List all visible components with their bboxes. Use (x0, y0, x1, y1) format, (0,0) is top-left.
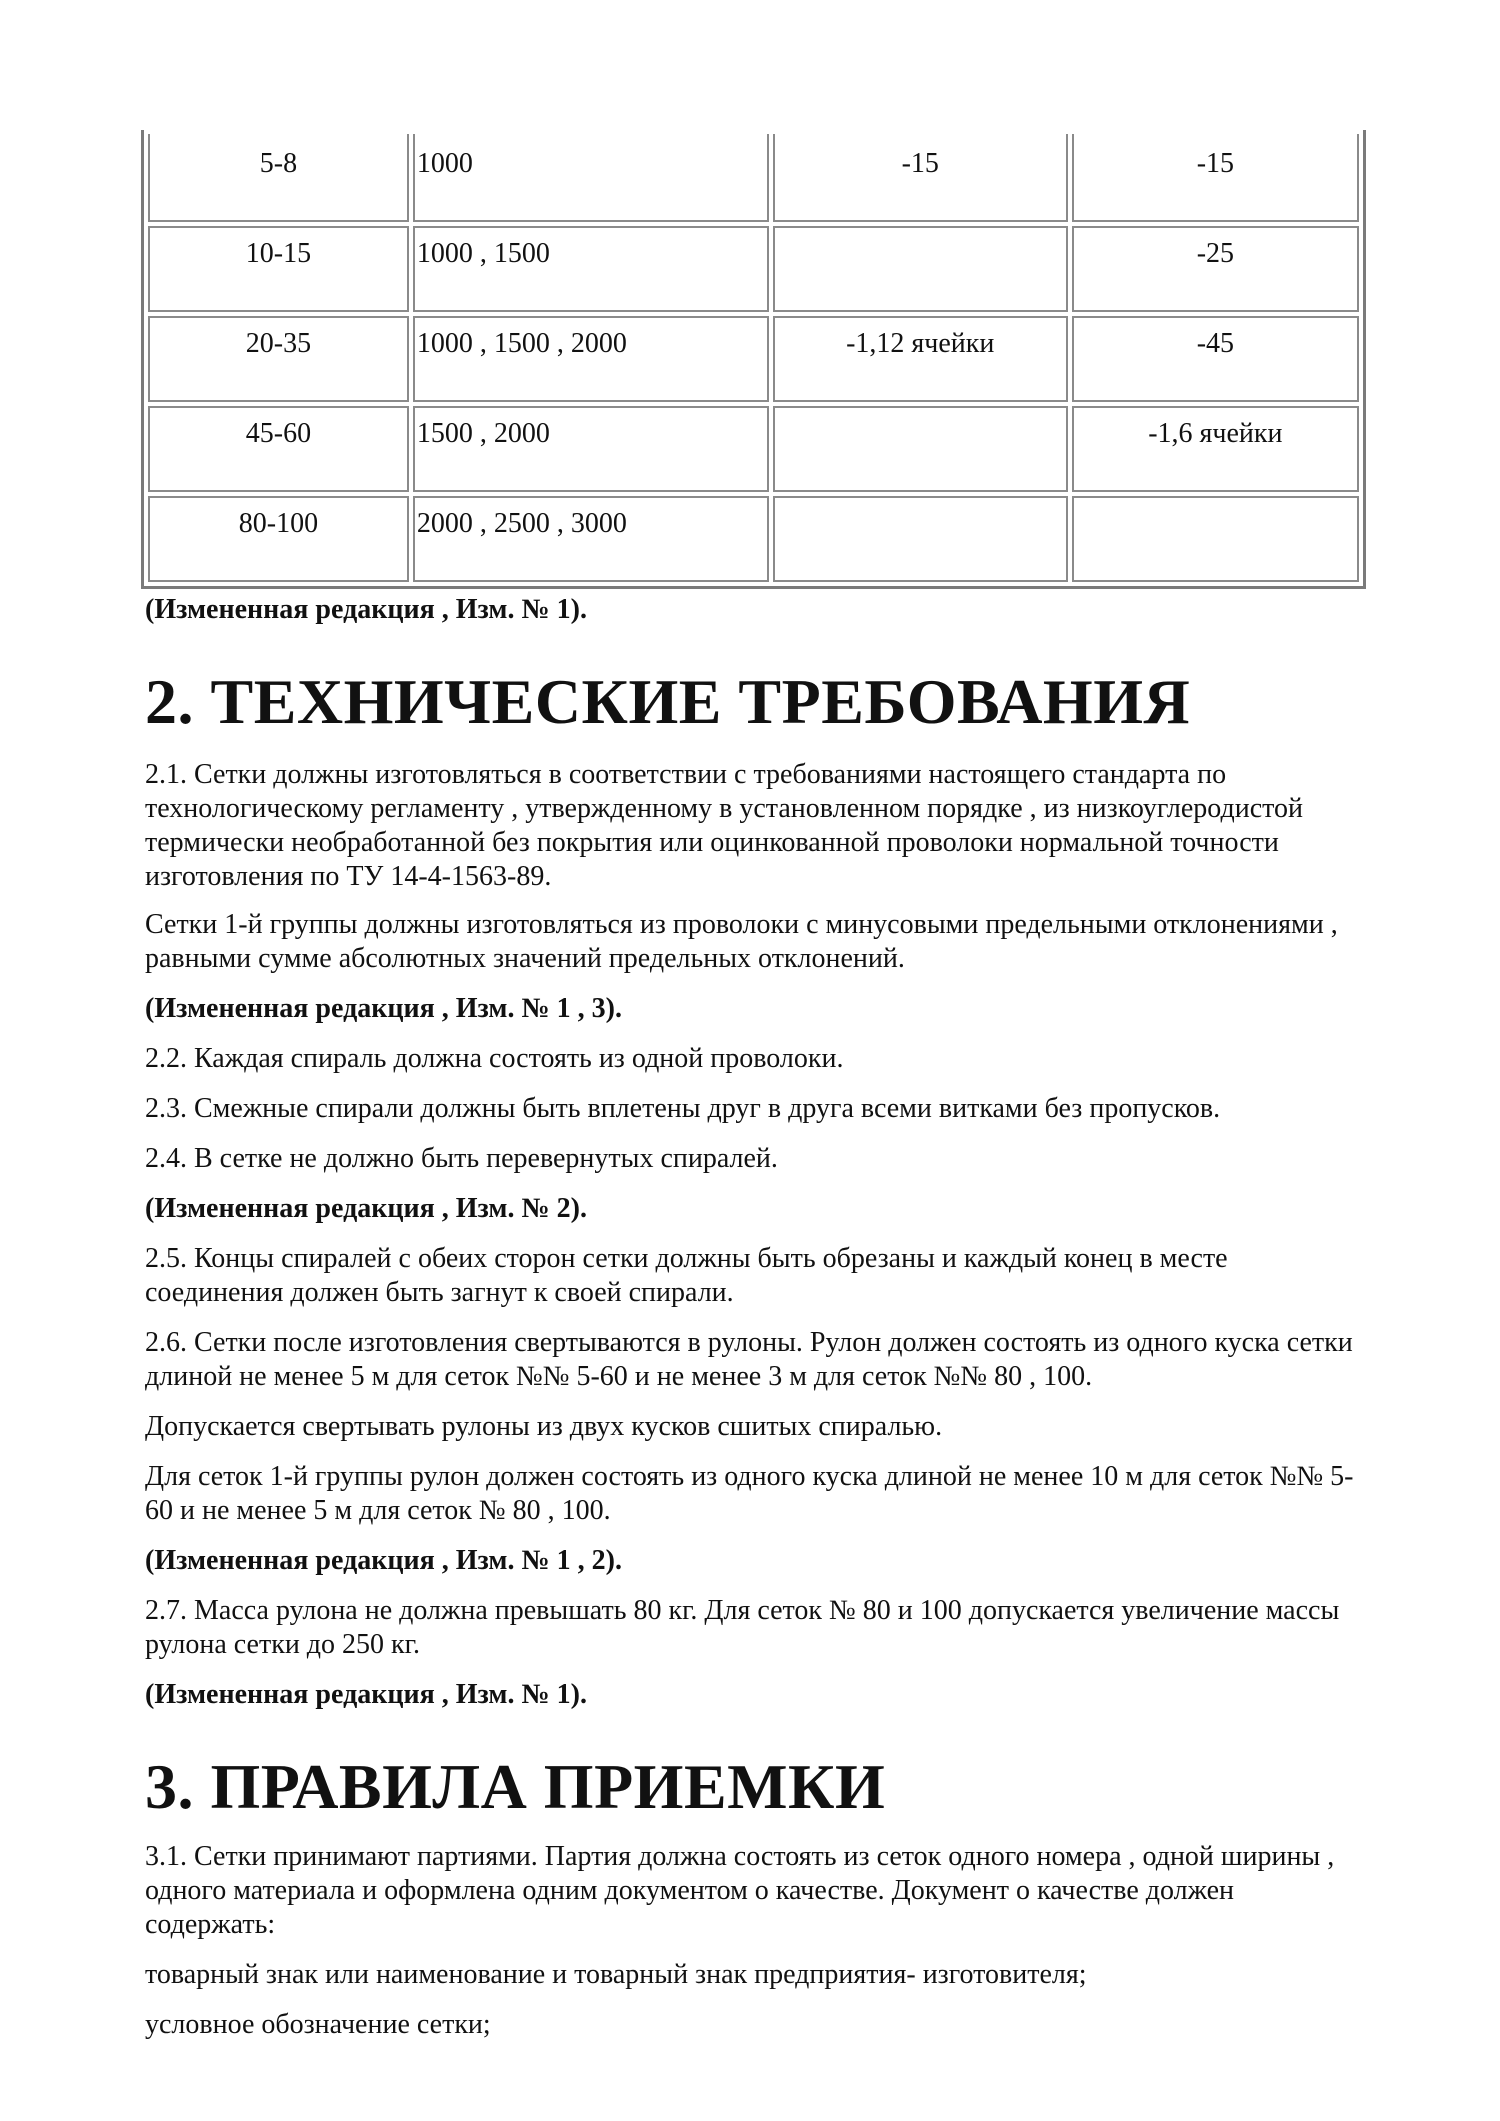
width-cell: 1000 , 1500 , 2000 (413, 316, 769, 402)
deviation-group2-cell: -15 (1072, 134, 1359, 222)
sizes-table-body (148, 134, 1359, 582)
deviation-group1-cell (773, 496, 1068, 582)
paragraph-3-1-designation: условное обозначение сетки; (145, 2009, 491, 2040)
paragraph-2-6-group1: Для сеток 1-й группы рулон должен состоять из одного куска длиной не менее 10 м для сеток №№ 5-60 и не менее 5 м для сеток № 80 , 100. (145, 1461, 1354, 1526)
paragraph-2-6-two-pieces: Допускается свертывать рулоны из двух кусков сшитых спиралью. (145, 1411, 943, 1442)
table-row (148, 496, 1359, 582)
mesh-number-cell: 5-8 (148, 134, 409, 222)
paragraph-2-2: 2.2. Каждая спираль должна состоять из одной проволоки. (145, 1043, 844, 1074)
paragraph-3-1-trademark: товарный знак или наименование и товарный знак предприятия- изготовителя; (145, 1959, 1087, 1990)
mesh-number-cell: 45-60 (148, 406, 409, 492)
paragraph-2-3: 2.3. Смежные спирали должны быть вплетены друг в друга всеми витками без пропусков. (145, 1093, 1221, 1124)
section-3-heading: 3. ПРАВИЛА ПРИЕМКИ (145, 1751, 886, 1822)
deviation-group2-cell (1072, 496, 1359, 582)
width-cell: 2000 , 2500 , 3000 (413, 496, 769, 582)
table-row (148, 406, 1359, 492)
paragraph-2-6: 2.6. Сетки после изготовления свертываются в рулоны. Рулон должен состоять из одного куска сетки длиной не менее 5 м для сеток №№ 5-60 и не менее 3 м для сеток №№ 80 , 100. (145, 1327, 1353, 1392)
paragraph-2-4: 2.4. В сетке не должно быть перевернутых спиралей. (145, 1143, 778, 1174)
paragraph-3-1: 3.1. Сетки принимают партиями. Партия должна состоять из сеток одного номера , одной ширины , одного материала и оформлена одним документом о качестве. Документ о качестве должен содержать: (145, 1841, 1335, 1940)
revision-note-1: (Измененная редакция , Изм. № 1). (145, 1679, 587, 1710)
deviation-group2-cell: -1,6 ячейки (1072, 406, 1359, 492)
width-cell: 1500 , 2000 (413, 406, 769, 492)
paragraph-2-5: 2.5. Концы спиралей с обеих сторон сетки должны быть обрезаны и каждый конец в месте соединения должен быть загнут к своей спирали. (145, 1243, 1228, 1308)
table-row (148, 134, 1359, 222)
paragraph-2-7: 2.7. Масса рулона не должна превышать 80 кг. Для сеток № 80 и 100 допускается увеличение массы рулона сетки до 250 кг. (145, 1595, 1340, 1660)
deviation-group2-cell: -25 (1072, 226, 1359, 312)
mesh-number-cell: 10-15 (148, 226, 409, 312)
revision-note-1-3: (Измененная редакция , Изм. № 1 , 3). (145, 993, 622, 1024)
table-row (148, 316, 1359, 402)
paragraph-2-1-group1: Сетки 1-й группы должны изготовляться из проволоки с минусовыми предельными отклонениями , равными сумме абсолютных значений предельных отклонений. (145, 909, 1338, 974)
paragraph-2-1: 2.1. Сетки должны изготовляться в соответствии с требованиями настоящего стандарта по технологическому регламенту , утвержденному в установленном порядке , из низкоуглеродистой термически необработанной без покрытия или оцинкованной проволоки нормальной точности изготовления по ТУ 14-4-1563-89. (145, 759, 1303, 892)
deviation-group1-cell: -15 (773, 134, 1068, 222)
width-cell: 1000 , 1500 (413, 226, 769, 312)
table-row (148, 226, 1359, 312)
revision-note-1-2: (Измененная редакция , Изм. № 1 , 2). (145, 1545, 622, 1576)
deviation-group1-cell (773, 226, 1068, 312)
document-page (145, 140, 1365, 2042)
mesh-number-cell: 80-100 (148, 496, 409, 582)
deviation-group1-cell (773, 406, 1068, 492)
table-revision-note: (Измененная редакция , Изм. № 1). (145, 594, 587, 625)
section-2-heading: 2. ТЕХНИЧЕСКИЕ ТРЕБОВАНИЯ (145, 666, 1191, 737)
deviation-group1-cell: -1,12 ячейки (773, 316, 1068, 402)
revision-note-2: (Измененная редакция , Изм. № 2). (145, 1193, 587, 1224)
deviation-group2-cell: -45 (1072, 316, 1359, 402)
width-cell: 1000 (413, 134, 769, 222)
sizes-table (141, 130, 1366, 589)
mesh-number-cell: 20-35 (148, 316, 409, 402)
